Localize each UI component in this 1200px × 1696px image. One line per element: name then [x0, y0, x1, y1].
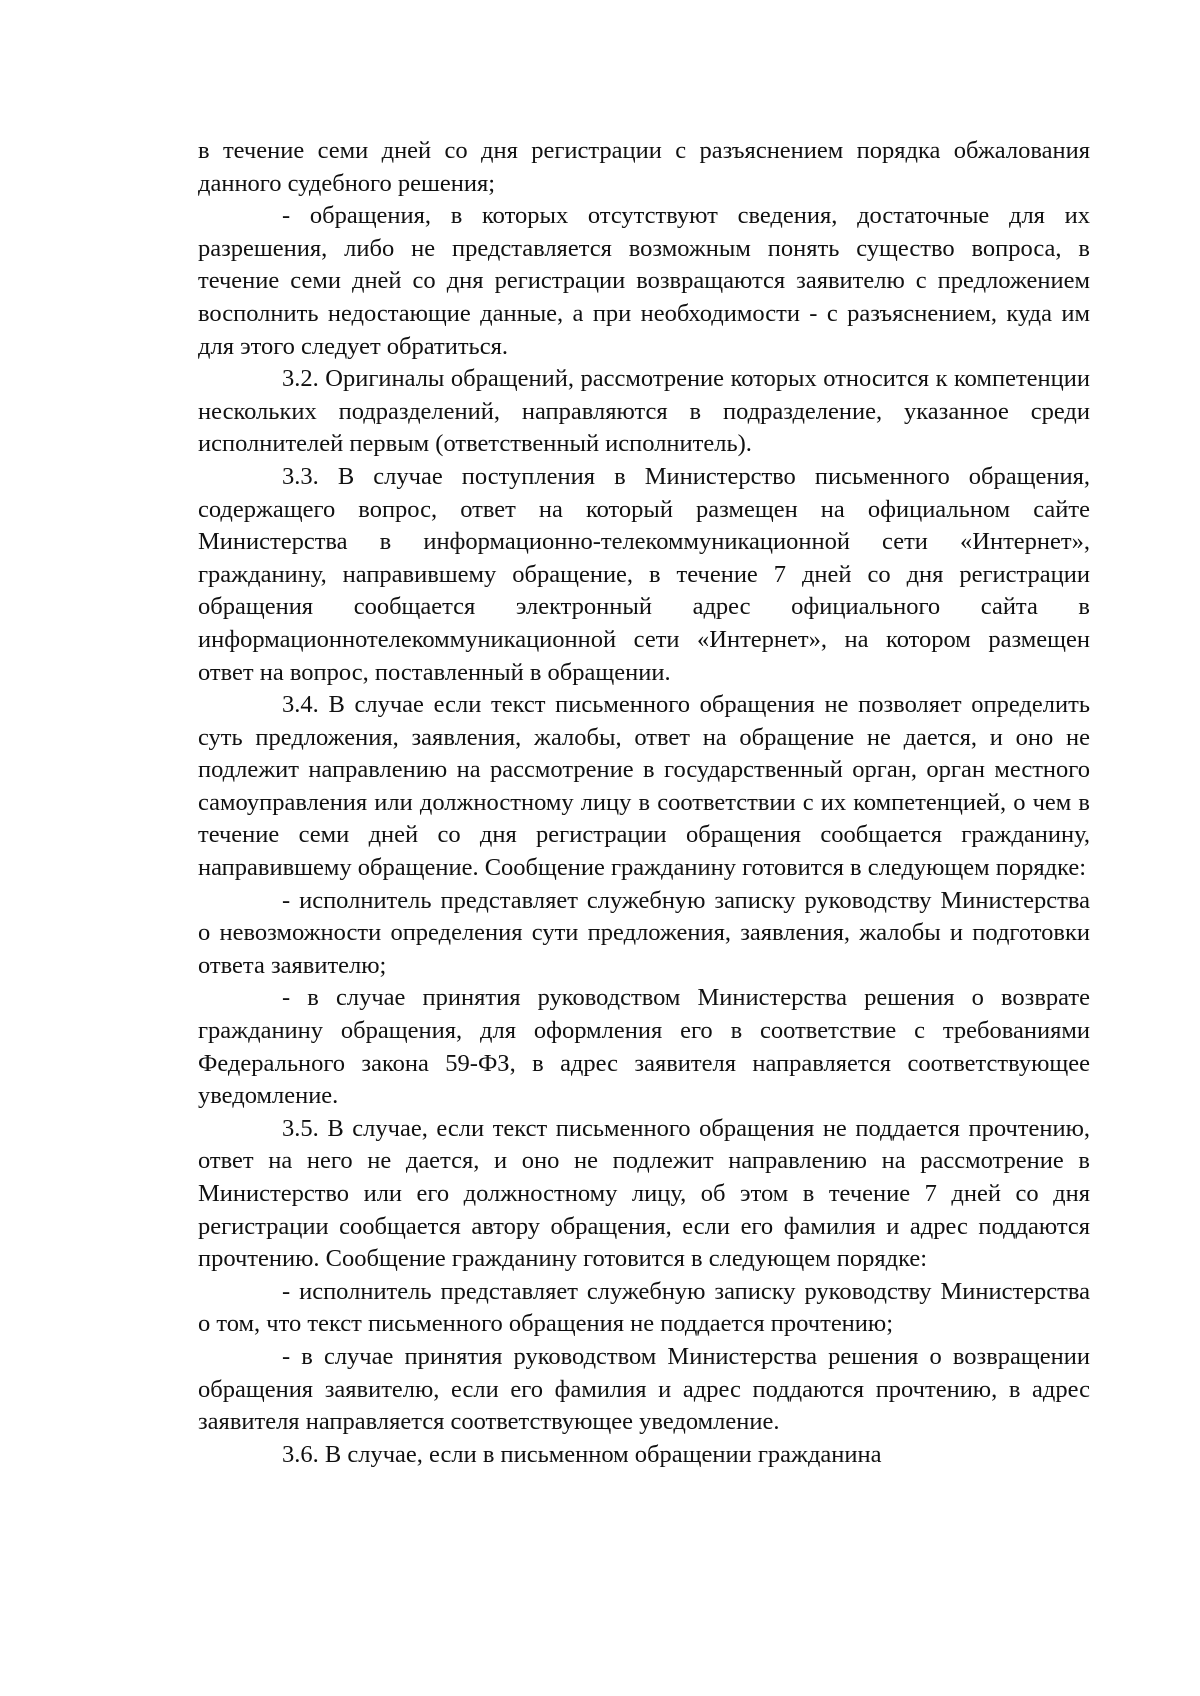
paragraph-3-4-list-item-1: - исполнитель представляет служебную записку руководству Министерства о невозможности определения сути предложения, заявления, жалобы и подготовки ответа заявителю; [198, 886, 1090, 979]
paragraph-3-4-list-item-2: - в случае принятия руководством Министерства решения о возврате гражданину обращения, для оформления его в соответствие с требованиями Федерального закона 59-ФЗ, в адрес заявителя направляется соответствующее уведомление. [198, 984, 1090, 1110]
paragraph-continuation: в течение семи дней со дня регистрации с разъяснением порядка обжалования данного судебного решения; [198, 137, 1090, 197]
paragraph-3-2: 3.2. Оригиналы обращений, рассмотрение которых относится к компетенции нескольких подразделений, направляются в подразделение, указанное среди исполнителей первым (ответственный исполнитель). [198, 365, 1090, 458]
paragraph-3-5: 3.5. В случае, если текст письменного обращения не поддается прочтению, ответ на него не дается, и оно не подлежит направлению на рассмотрение в Министерство или его должностному лицу, об этом в течение 7 дней со дня регистрации сообщается автору обращения, если его фамилия и адрес поддаются прочтению. Сообщение гражданину готовится в следующем порядке: [198, 1114, 1090, 1273]
paragraph-3-5-list-item-1: - исполнитель представляет служебную записку руководству Министерства о том, что текст письменного обращения не поддается прочтению; [198, 1277, 1090, 1338]
paragraph-3-5-list-item-2: - в случае принятия руководством Министерства решения о возвращении обращения заявителю, если его фамилия и адрес поддаются прочтению, в адрес заявителя направляется соответствующее уведомление. [198, 1342, 1090, 1436]
paragraph-3-3: 3.3. В случае поступления в Министерство письменного обращения, содержащего вопрос, ответ на который размещен на официальном сайте Министерства в информационно-телекоммуникационной сети «Интернет», гражданину, направившему обращение, в течение 7 дней со дня регистрации обращения сообщается электронный адрес официального сайта в информационнотелекоммуникационной сети «Интернет», на котором размещен ответ на вопрос, поставленный в обращении. [198, 462, 1090, 686]
document-body [198, 135, 1090, 1471]
paragraph-3-4: 3.4. В случае если текст письменного обращения не позволяет определить суть предложения, заявления, жалобы, ответ на обращение не дается, и оно не подлежит направлению на рассмотрение в государственный орган, орган местного самоуправления или должностному лицу в соответствии с их компетенцией, о чем в течение семи дней со дня регистрации обращения сообщается гражданину, направившему обращение. Сообщение гражданину готовится в следующем порядке: [198, 691, 1090, 882]
paragraph-list-item-insufficient-info: - обращения, в которых отсутствуют сведения, достаточные для их разрешения, либо не представляется возможным понять существо вопроса, в течение семи дней со дня регистрации возвращаются заявителю с предложением восполнить недостающие данные, а при необходимости - с разъяснением, куда им для этого следует обратиться. [198, 202, 1090, 360]
paragraph-3-6: 3.6. В случае, если в письменном обращении гражданина [282, 1440, 882, 1468]
